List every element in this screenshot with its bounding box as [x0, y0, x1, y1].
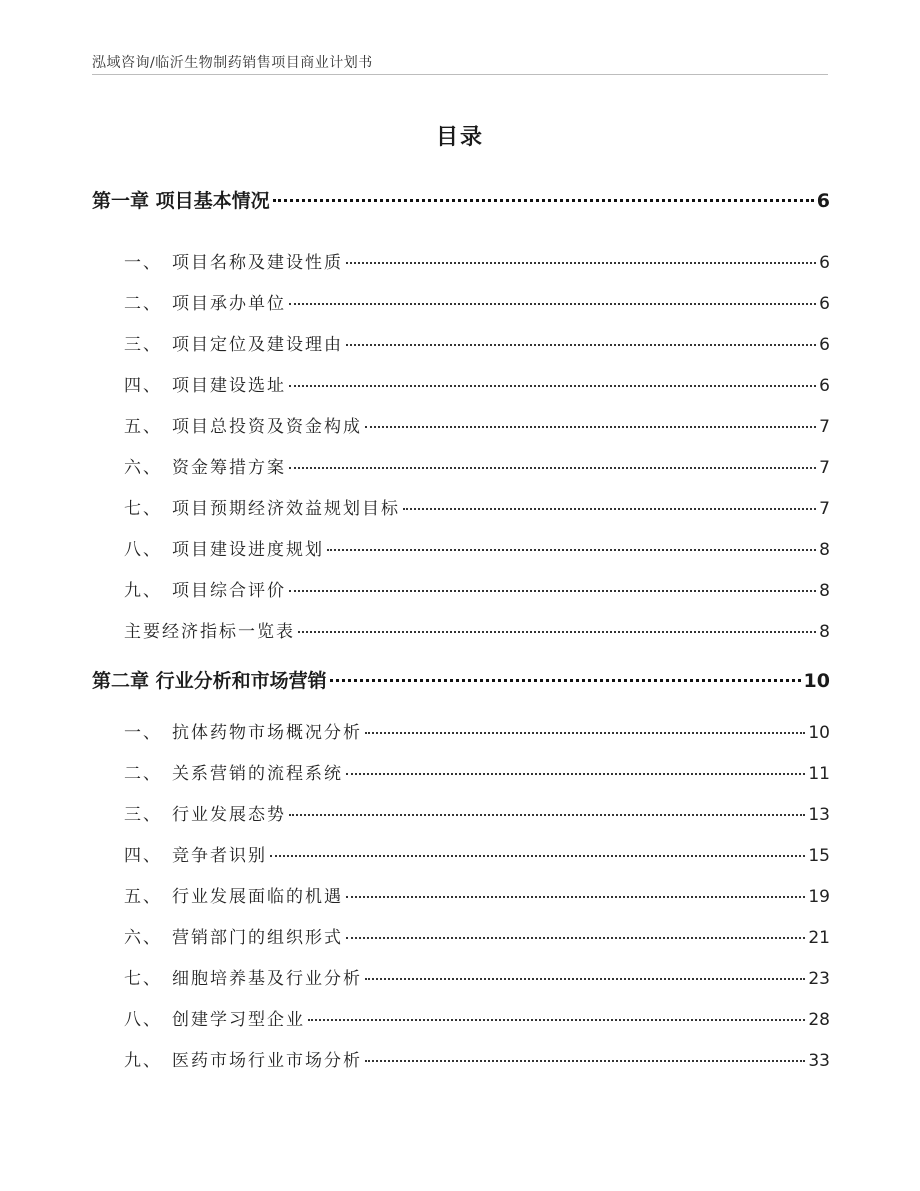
toc-entry[interactable] — [92, 964, 830, 989]
toc-page-number: 6 — [816, 190, 830, 212]
toc-entry[interactable] — [92, 330, 830, 355]
toc-entry-label: 行业发展面临的机遇 — [172, 887, 343, 907]
dot-leader — [365, 978, 805, 980]
toc-entry[interactable] — [92, 800, 830, 825]
toc-page-number: 8 — [819, 581, 830, 601]
dot-leader — [365, 1060, 805, 1062]
dot-leader — [289, 303, 816, 305]
toc-entry-label: 项目名称及建设性质 — [172, 253, 343, 273]
toc-page-number: 6 — [819, 376, 830, 396]
toc-entry[interactable] — [92, 923, 830, 948]
toc-entry-label: 项目综合评价 — [172, 581, 286, 601]
toc-entry-label: 项目定位及建设理由 — [172, 335, 343, 355]
toc-entry-number: 六、 — [124, 458, 162, 478]
toc-chapter-label: 第一章 项目基本情况 — [92, 190, 270, 212]
toc-entry-number: 二、 — [124, 294, 162, 314]
toc-page-number: 19 — [808, 887, 830, 907]
toc-entry[interactable] — [92, 882, 830, 907]
dot-leader — [365, 732, 805, 734]
toc-entry[interactable] — [92, 494, 830, 519]
toc-chapter-1[interactable] — [92, 186, 830, 213]
toc-entry[interactable] — [92, 718, 830, 743]
toc-page-number: 7 — [819, 458, 830, 478]
toc-title: 目录 — [435, 125, 484, 150]
toc-page-number: 10 — [803, 670, 830, 692]
toc-page-number: 33 — [808, 1051, 830, 1071]
toc-entry[interactable] — [92, 453, 830, 478]
toc-page-number: 23 — [808, 969, 830, 989]
toc-entry-number: 三、 — [124, 805, 162, 825]
dot-leader — [298, 631, 816, 633]
toc-entry[interactable] — [92, 759, 830, 784]
toc-entry-number: 六、 — [124, 928, 162, 948]
toc-entry-label: 医药市场行业市场分析 — [172, 1051, 362, 1071]
toc-entry[interactable] — [92, 371, 830, 396]
toc-chapter-label: 第二章 行业分析和市场营销 — [92, 670, 327, 692]
toc-page-number: 15 — [808, 846, 830, 866]
toc-entry-label: 营销部门的组织形式 — [172, 928, 343, 948]
toc-entry[interactable] — [92, 1005, 830, 1030]
toc-page-number: 6 — [819, 294, 830, 314]
toc-entry-label: 关系营销的流程系统 — [172, 764, 343, 784]
toc-page-number: 7 — [819, 417, 830, 437]
toc-entry-number: 八、 — [124, 1010, 162, 1030]
toc-entry-number: 一、 — [124, 723, 162, 743]
toc-page-number: 8 — [819, 540, 830, 560]
toc-entry-number: 一、 — [124, 253, 162, 273]
toc-page-number: 21 — [808, 928, 830, 948]
toc-entry-label: 行业发展态势 — [172, 805, 286, 825]
toc-page-number: 6 — [819, 253, 830, 273]
toc-entry-number: 九、 — [124, 1051, 162, 1071]
toc-entry-number: 五、 — [124, 887, 162, 907]
toc-entry-number: 四、 — [124, 846, 162, 866]
toc-entry-label: 项目建设进度规划 — [172, 540, 324, 560]
header-divider — [92, 74, 828, 75]
running-header: 泓域咨询/临沂生物制药销售项目商业计划书 — [92, 55, 373, 71]
toc-page-number: 6 — [819, 335, 830, 355]
dot-leader — [346, 937, 805, 939]
toc-entry-number: 四、 — [124, 376, 162, 396]
toc-entry-label: 资金筹措方案 — [172, 458, 286, 478]
toc-entry-label: 项目建设选址 — [172, 376, 286, 396]
toc-entry-label: 细胞培养基及行业分析 — [172, 969, 362, 989]
toc-page-number: 11 — [808, 764, 830, 784]
toc-entry[interactable] — [92, 535, 830, 560]
toc-entry-number: 二、 — [124, 764, 162, 784]
toc-entry-number: 八、 — [124, 540, 162, 560]
toc-entry-label: 项目承办单位 — [172, 294, 286, 314]
dot-leader — [289, 590, 816, 592]
dot-leader — [346, 262, 816, 264]
dot-leader — [289, 467, 816, 469]
toc-page-number: 28 — [808, 1010, 830, 1030]
toc-entry-number: 五、 — [124, 417, 162, 437]
toc-chapter-2[interactable] — [92, 666, 830, 693]
dot-leader — [346, 896, 805, 898]
toc-entry[interactable] — [92, 289, 830, 314]
toc-entry-number: 七、 — [124, 499, 162, 519]
dot-leader — [289, 814, 805, 816]
toc-entry[interactable] — [92, 248, 830, 273]
dot-leader — [346, 344, 816, 346]
toc-entry-label: 项目预期经济效益规划目标 — [172, 499, 400, 519]
toc-page-number: 8 — [819, 622, 830, 642]
toc-page-number: 10 — [808, 723, 830, 743]
toc-entry-label: 创建学习型企业 — [172, 1010, 305, 1030]
dot-leader — [330, 679, 801, 682]
dot-leader — [346, 773, 805, 775]
dot-leader — [270, 855, 805, 857]
toc-entry-label: 项目总投资及资金构成 — [172, 417, 362, 437]
toc-entry[interactable] — [92, 412, 830, 437]
toc-entry-number: 三、 — [124, 335, 162, 355]
toc-entry[interactable] — [92, 841, 830, 866]
dot-leader — [308, 1019, 805, 1021]
toc-entry[interactable] — [92, 617, 830, 642]
toc-entry-label: 竞争者识别 — [172, 846, 267, 866]
dot-leader — [365, 426, 816, 428]
toc-entry-label: 抗体药物市场概况分析 — [172, 723, 362, 743]
toc-entry-label: 主要经济指标一览表 — [124, 622, 295, 642]
dot-leader — [273, 199, 814, 202]
dot-leader — [289, 385, 816, 387]
toc-entry[interactable] — [92, 576, 830, 601]
toc-entry[interactable] — [92, 1046, 830, 1071]
toc-entry-number: 七、 — [124, 969, 162, 989]
toc-page-number: 7 — [819, 499, 830, 519]
dot-leader — [403, 508, 816, 510]
dot-leader — [327, 549, 816, 551]
toc-entry-number: 九、 — [124, 581, 162, 601]
toc-page-number: 13 — [808, 805, 830, 825]
